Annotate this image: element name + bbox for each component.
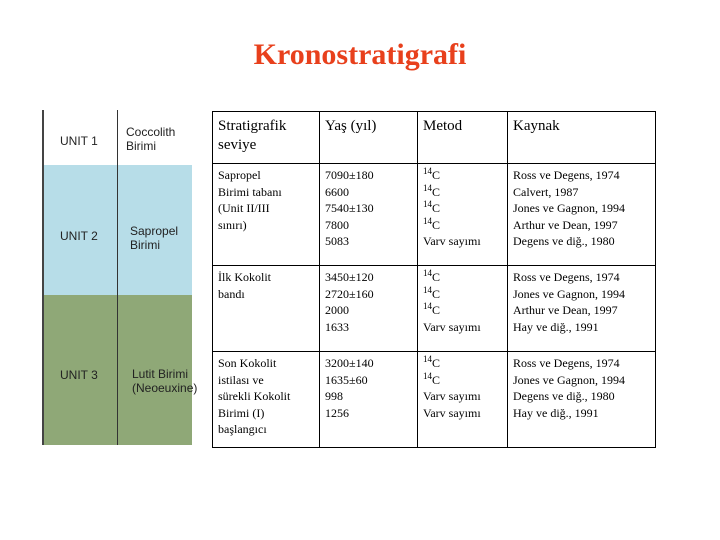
slide-title: Kronostratigrafi [253,38,467,71]
level-cell: Son Kokolit istilası ve sürekli Kokolit Birimi (I) başlangıcı [213,352,320,448]
level-cell: Sapropel Birimi tabanı (Unit II/III sınırı) [213,164,320,266]
table-row [213,164,656,266]
header-level: Stratigrafik seviye [213,112,320,164]
level-cell: İlk Kokolit bandı [213,266,320,352]
header-age: Yaş (yıl) [320,112,418,164]
unit3-label: UNIT 3 [60,368,98,382]
unit3-desc: Lutit Birimi (Neoeuxine) [132,367,198,395]
header-source: Kaynak [508,112,656,164]
method-cell: $^{14}$C $^{14}$C $^{14}$C $^{14}$C Varv sayımı [418,164,508,266]
unit2-desc: Sapropel Birimi [130,224,179,252]
table-header-row [213,112,656,164]
table-row [213,352,656,448]
source-cell: Ross ve Degens, 1974 Calvert, 1987 Jones ve Gagnon, 1994 Arthur ve Dean, 1997 Degens ve diğ., 1980 [508,164,656,266]
source-cell: Ross ve Degens, 1974 Jones ve Gagnon, 1994 Arthur ve Dean, 1997 Hay ve diğ., 1991 [508,266,656,352]
stratigraphic-column [42,110,198,445]
method-cell: $^{14}$C $^{14}$C Varv sayımı Varv sayımı [418,352,508,448]
unit2-label: UNIT 2 [60,229,98,243]
method-cell: $^{14}$C $^{14}$C $^{14}$C Varv sayımı [418,266,508,352]
table-row [213,266,656,352]
unit1-label: UNIT 1 [60,134,98,148]
age-cell: 3200±140 1635±60 998 1256 [320,352,418,448]
column-edge [42,110,44,445]
chronostratigraphy-table [212,111,656,448]
source-cell: Ross ve Degens, 1974 Jones ve Gagnon, 1994 Degens ve diğ., 1980 Hay ve diğ., 1991 [508,352,656,448]
header-method: Metod [418,112,508,164]
unit1-desc: Coccolith Birimi [126,125,176,153]
age-cell: 7090±180 6600 7540±130 7800 5083 [320,164,418,266]
age-cell: 3450±120 2720±160 2000 1633 [320,266,418,352]
